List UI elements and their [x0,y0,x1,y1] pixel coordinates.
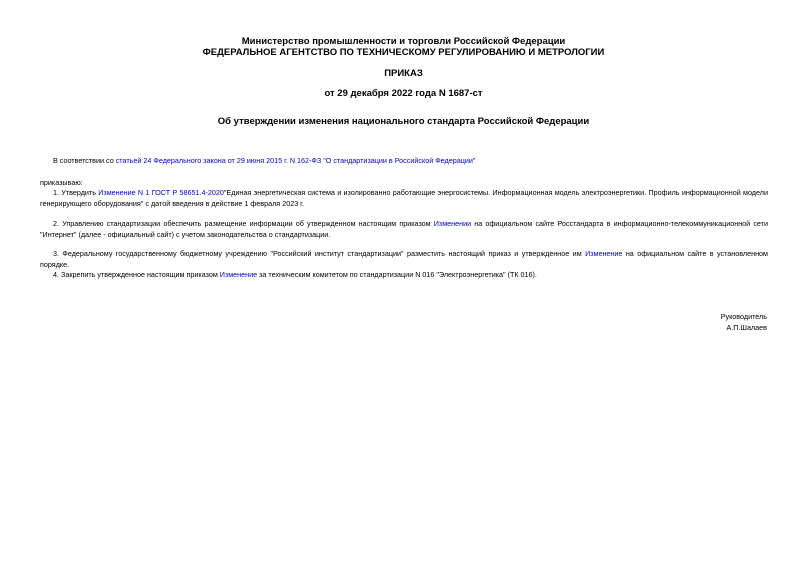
gost-amendment-link[interactable]: Изменение N 1 ГОСТ Р 58651.4-2020 [98,188,224,197]
item-4-suffix: за техническим комитетом по стандартизации N 016 "Электроэнергетика" (ТК 016). [257,270,537,279]
item-1-prefix: 1. Утвердить [53,188,99,197]
order-item-4 [40,269,768,280]
item-2-suffix: на официальном сайте Росстандарта в информационно-телекоммуникационной сети "Интернет" (далее - официальный сайт) с учетом законодательства о стандартизации. [40,219,768,239]
amendment-link-item-2[interactable]: Изменении [433,219,472,228]
amendment-link-item-4[interactable]: Изменение [219,270,258,279]
document-type-heading: ПРИКАЗ [384,68,423,79]
federal-law-link[interactable]: статьей 24 Федерального закона от 29 июня 2015 г. N 162-ФЗ "О стандартизации в Российской Федерации" [115,156,476,165]
date-number-line: от 29 декабря 2022 года N 1687-ст [324,88,483,99]
order-item-3 [40,248,768,270]
signatory-title: Руководитель [720,312,767,321]
intro-text: В соответствии со [53,156,116,165]
order-item-2 [40,218,768,240]
item-1-suffix: "Единая энергетическая система и изолированно работающие энергосистемы. Информационная модель электроэнергетики. Профиль информационной модели генерирующего оборудования" с датой введения в действие 1 февраля 2023 г. [40,188,768,208]
document-subject: Об утверждении изменения национального стандарта Российской Федерации [217,116,590,127]
amendment-link-item-3[interactable]: Изменение [585,249,623,258]
ministry-heading: Министерство промышленности и торговли Российской Федерации [241,36,566,47]
item-3-prefix: 3. Федеральному государственному бюджетному учреждению "Российский институт стандартизации" разместить настоящий приказ и утвержденное им [53,249,586,258]
agency-heading: ФЕДЕРАЛЬНОЕ АГЕНТСТВО ПО ТЕХНИЧЕСКОМУ РЕГУЛИРОВАНИЮ И МЕТРОЛОГИИ [202,47,605,58]
item-4-prefix: 4. Закрепить утвержденное настоящим приказом [53,270,220,279]
item-3-suffix: на официальном сайте в установленном порядке. [40,249,768,269]
order-word: приказываю: [40,178,83,187]
item-2-prefix: 2. Управлению стандартизации обеспечить размещение информации об утвержденном настоящим приказом [53,219,434,228]
intro-paragraph [40,155,768,166]
signatory-name: А.П.Шалаев [726,323,767,332]
order-item-1 [40,187,768,209]
